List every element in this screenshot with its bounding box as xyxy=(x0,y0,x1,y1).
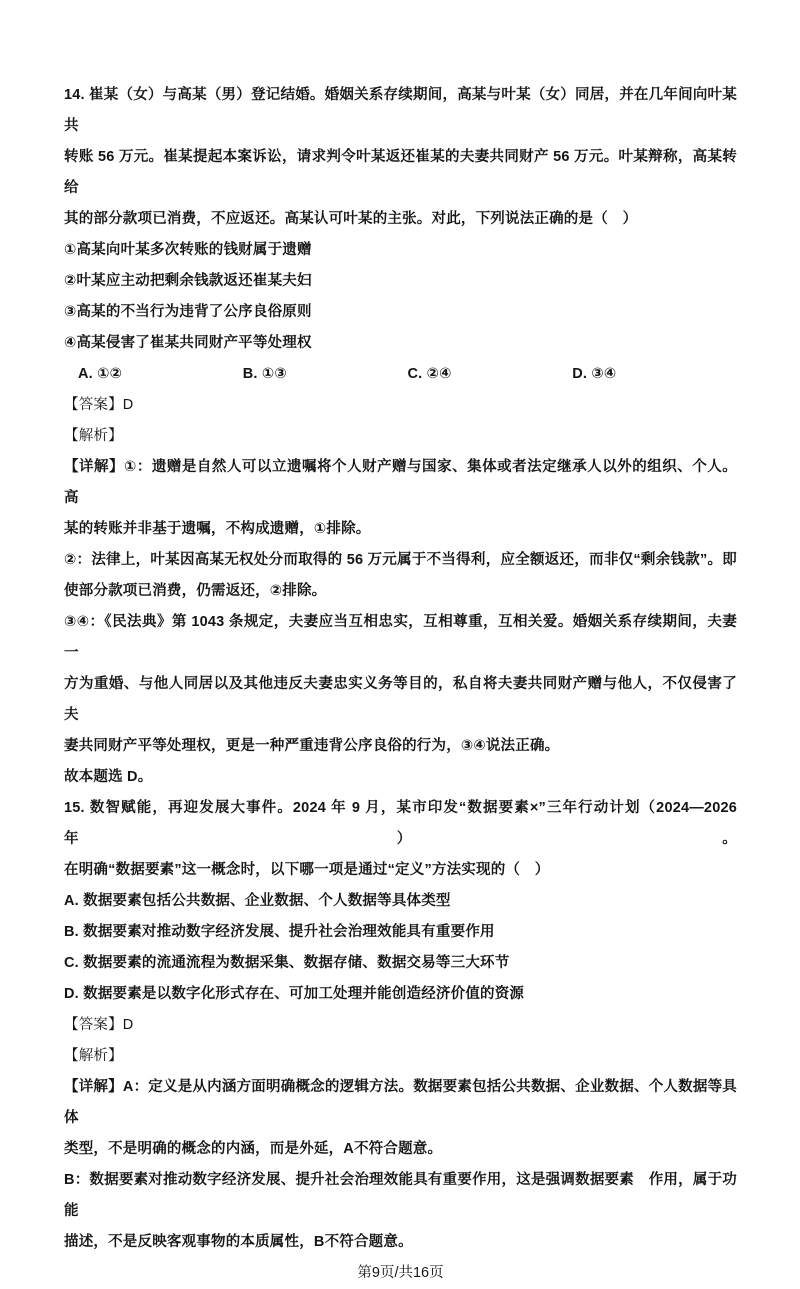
question-15-answer: 【答案】D xyxy=(64,1017,134,1033)
question-14-item-1: ①高某向叶某多次转账的钱财属于遗赠 xyxy=(64,242,312,258)
question-15-choice-d: D. 数据要素是以数字化形式存在、可加工处理并能创造经济价值的资源 xyxy=(64,986,525,1002)
question-14-choice-c: C. ②④ xyxy=(407,366,452,382)
question-14-item-4: ④高某侵害了崔某共同财产平等处理权 xyxy=(64,335,312,351)
question-14-stem-line-2: 转账 56 万元。崔某提起本案诉讼，请求判令叶某返还崔某的夫妻共同财产 56 万元。叶某辩称，高某转给 xyxy=(64,149,737,196)
question-14-detail-line-3: ②：法律上，叶某因高某无权处分而取得的 56 万元属于不当得利，应全额返还，而非仅“剩余钱款”。即 xyxy=(64,552,737,568)
question-15-detail-line-3: B：数据要素对推动数字经济发展、提升社会治理效能具有重要作用，这是强调数据要素 作用，属于功能 xyxy=(64,1172,737,1219)
question-15-stem-line-1: 15. 数智赋能，再迎发展大事件。2024 年 9 月，某市印发“数据要素×”三年行动计划（2024—2026 年）。 xyxy=(64,800,737,847)
page-number-footer: 第9页/共16页 xyxy=(357,1265,444,1281)
question-14-choice-d: D. ③④ xyxy=(572,366,617,382)
question-14-item-2: ②叶某应主动把剩余钱款返还崔某夫妇 xyxy=(64,273,312,289)
question-14-stem-line-1: 14. 崔某（女）与高某（男）登记结婚。婚姻关系存续期间，高某与叶某（女）同居，并在几年间向叶某共 xyxy=(64,87,737,134)
question-15-choice-b: B. 数据要素对推动数字经济发展、提升社会治理效能具有重要作用 xyxy=(64,924,495,940)
question-14-analysis-label: 【解析】 xyxy=(64,428,123,444)
question-14-choice-b: B. ①③ xyxy=(242,366,287,382)
question-14-stem-line-3: 其的部分款项已消费，不应返还。高某认可叶某的主张。对此，下列说法正确的是（ ） xyxy=(64,211,638,227)
question-14-detail-line-7: 妻共同财产平等处理权，更是一种严重违背公序良俗的行为，③④说法正确。 xyxy=(64,738,560,754)
question-15-choice-a: A. 数据要素包括公共数据、企业数据、个人数据等具体类型 xyxy=(64,893,451,909)
question-15-choice-c: C. 数据要素的流通流程为数据采集、数据存储、数据交易等三大环节 xyxy=(64,955,510,971)
question-14-choice-a: A. ①② xyxy=(78,366,123,382)
question-14-detail-line-6: 方为重婚、与他人同居以及其他违反夫妻忠实义务等目的，私自将夫妻共同财产赠与他人，不仅侵害了夫 xyxy=(64,676,737,723)
question-15-detail-line-1: 【详解】A：定义是从内涵方面明确概念的逻辑方法。数据要素包括公共数据、企业数据、个人数据等具体 xyxy=(64,1079,737,1126)
question-14-item-3: ③高某的不当行为违背了公序良俗原则 xyxy=(64,304,312,320)
question-14-choices-row xyxy=(64,359,737,390)
question-14-detail-line-1: 【详解】①：遗赠是自然人可以立遗嘱将个人财产赠与国家、集体或者法定继承人以外的组织、个人。高 xyxy=(64,459,737,506)
question-15-detail-line-2: 类型，不是明确的概念的内涵，而是外延，A不符合题意。 xyxy=(64,1141,443,1157)
question-14-detail-line-4: 使部分款项已消费，仍需返还，②排除。 xyxy=(64,583,327,599)
question-14-detail-line-5: ③④：《民法典》第 1043 条规定，夫妻应当互相忠实，互相尊重，互相关爱。婚姻关系存续期间，夫妻一 xyxy=(64,614,737,661)
question-14-answer: 【答案】D xyxy=(64,397,134,413)
page-content xyxy=(64,80,737,1289)
question-14-conclusion: 故本题选 D。 xyxy=(64,769,153,785)
question-15-stem-line-2: 在明确“数据要素”这一概念时，以下哪一项是通过“定义”方法实现的（ ） xyxy=(64,862,550,878)
question-14-detail-line-2: 某的转账并非基于遗嘱，不构成遗赠，①排除。 xyxy=(64,521,371,537)
question-15-detail-line-4: 描述，不是反映客观事物的本质属性，B不符合题意。 xyxy=(64,1234,413,1250)
question-15-analysis-label: 【解析】 xyxy=(64,1048,123,1064)
